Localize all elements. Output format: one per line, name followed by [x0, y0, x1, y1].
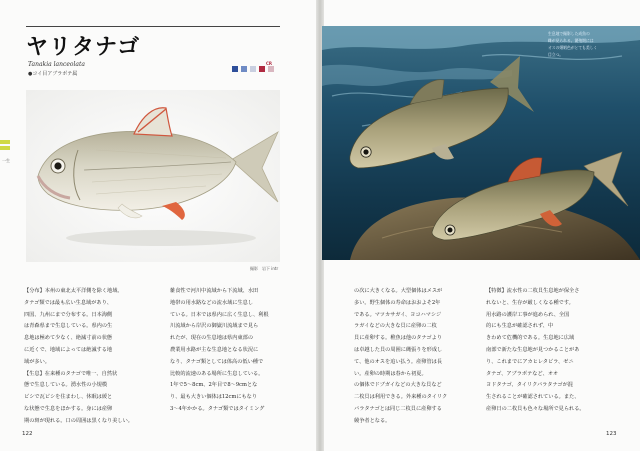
text-line: タナゴ、アブラボテなど、オオ [486, 370, 559, 377]
underwater-scene [322, 26, 640, 260]
text-line: 農業用水路が主な生息地となる状況に [170, 346, 259, 353]
text-line: の次に大きくなる。大型個体はメスが [354, 288, 443, 294]
text-line: れたが、現在の生息地は県内東部の [170, 335, 254, 342]
text-line: り、最も大きい個体は12cmにもなり [170, 394, 258, 401]
text-line: 多い。野生個体の寿命はおおよそ2年 [354, 299, 441, 306]
text-line: タナゴ類では最も広い生息域があり、 [24, 299, 112, 306]
text-line: 二枚貝は利用できる。外来種のタイリク [354, 394, 448, 401]
fish-illustration [26, 90, 280, 262]
text-line: 用水路の護岸工事が進められ、全国 [486, 311, 570, 318]
caption-line: 目立つ。 [548, 52, 564, 57]
text-line: 【生息】在来種のタナゴで唯一、自然状 [24, 370, 118, 377]
text-line: ラガイなどの大きな貝に産卵の二枚 [354, 323, 437, 330]
text-line: 期の斑が現れる。口の周囲は黒くなり美しい。 [24, 417, 133, 424]
text-line: 産卵日の二枚貝も色々な場所で見られる。 [486, 405, 585, 412]
text-line: 比較的流速のある場所に生息している。 [170, 370, 264, 377]
body-text-column-4 [486, 286, 585, 416]
family-label: ●コイ目アブラボテ属 [28, 71, 78, 77]
text-line: 生されることが確認されている。また、 [486, 394, 580, 401]
text-line: 1年で5～8cm、2年目で8～9cmとな [170, 382, 258, 389]
swatch-5 [268, 66, 274, 72]
text-line: に近くで、地域によっては絶滅する地 [24, 346, 113, 353]
text-line: は青森県まで生息している。県内の生 [24, 323, 113, 330]
text-line: である。マツカサガイ、ヨコハマシジ [354, 311, 442, 318]
photo-credit: 撮影 岩下 intr [250, 266, 279, 271]
side-tab-label: 一生 [2, 158, 10, 163]
status-swatches [232, 66, 274, 72]
text-line: ヨドタナゴ、タイリクバラタナゴが混 [486, 382, 573, 389]
title-rule [26, 26, 280, 27]
swatch-4 [259, 66, 265, 72]
text-line: バラタナゴとは同じ二枚貝に産卵する [354, 405, 442, 412]
text-line: 【特徴】流水性の二枚貝生息地が保全さ [486, 288, 580, 294]
text-line: 域が多い。 [24, 358, 50, 365]
caption-line: オスの婚姻色がとても美しく [548, 45, 598, 50]
swatch-3 [250, 66, 256, 72]
caption-line: 生息地で撮影した成魚の [548, 31, 590, 36]
scientific-name: Tanakia lanceolata [28, 61, 85, 68]
text-line: り、これまでにアカヒレタビラ、ゼニ [486, 358, 574, 365]
text-line: ている。日本では県内に広く生息し、利根 [170, 311, 269, 318]
species-title: ヤリタナゴ [26, 35, 141, 60]
text-line: 競争者となる。 [354, 417, 391, 424]
text-line: 雑食性で河川中流域から下流域、水田 [170, 288, 259, 294]
text-line: きわめて危機的である。生息地に広域 [486, 335, 575, 342]
text-line: な状態で生息をほかする。身には産卵 [24, 405, 113, 412]
category-code: CR [266, 61, 273, 66]
swatch-2 [241, 66, 247, 72]
text-line: て、他のオスを追い払う。産卵管は長 [354, 358, 443, 365]
text-line: 息地は極めて少なく、絶滅寸前の状態 [24, 335, 113, 342]
text-line: 川流域から岸沢の御嶽川流域まで見ら [170, 323, 259, 330]
page-number-right: 123 [606, 431, 617, 437]
text-line: 四国、九州にまで分布する。日本海側 [24, 311, 113, 318]
specimen-photo [26, 90, 280, 262]
text-line: ビシで瓦ビシを住まわし、休眠は緩と [24, 394, 113, 401]
text-line: は卓越した貝の周囲に縄張りを形成し [354, 346, 443, 353]
caption-line: 雌が見られる。繁殖期には [548, 38, 594, 43]
text-line: い。産卵の時期は春から初夏。 [354, 370, 427, 377]
swatch-1 [232, 66, 238, 72]
body-text-column-3 [354, 286, 447, 428]
text-line: れないと、生存が厳しくなる種です。 [486, 299, 574, 306]
text-line: 南部で新たな生息地が見つかることがあ [486, 346, 580, 353]
body-text-column-1 [24, 286, 133, 428]
text-line: なり、タナゴ類としては体高の低い種で [170, 358, 264, 365]
text-line: 3～4年かかる。タナゴ類ではタイミング [170, 405, 265, 412]
text-line: 貝に産卵する。稚魚は他のタナゴより [354, 335, 442, 342]
text-line: 的にも生息が確認されず、中 [486, 323, 554, 330]
text-line: 【分布】本州の東北太平洋側を除く地域、 [24, 288, 123, 294]
habitat-photo [322, 26, 640, 260]
body-text-column-2 [170, 286, 269, 416]
text-line: の個体でドブガイなどの大きな貝など [354, 382, 442, 389]
page-number-left: 122 [22, 431, 33, 437]
text-line: 態で生息している。湧水性の小規模 [24, 382, 108, 389]
photo-caption [548, 30, 597, 58]
text-line: 地帯の用水路などの流水域に生息し [170, 299, 254, 306]
